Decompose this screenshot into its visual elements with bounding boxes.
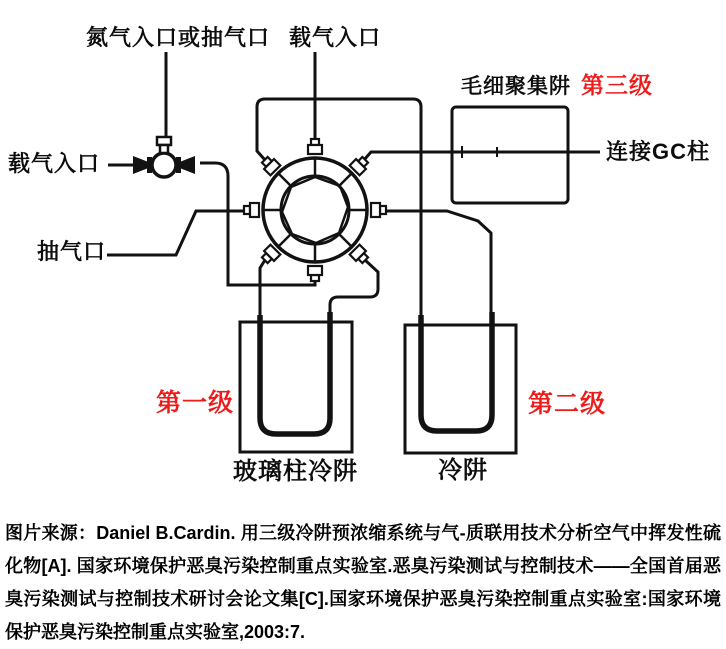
sw-to-trap1-line — [260, 260, 265, 320]
label-gc-column: 连接GC柱 — [606, 139, 711, 164]
label-carrier-inlet-top: 载气入口 — [289, 25, 382, 50]
trap1-u-tube — [260, 312, 330, 434]
label-stage1: 第一级 — [156, 389, 235, 417]
label-stage3: 第三级 — [581, 72, 653, 98]
pump-line — [107, 211, 244, 255]
label-carrier-inlet-left: 载气入口 — [8, 151, 101, 176]
label-stage2: 第二级 — [528, 390, 607, 418]
e-to-trap2-line — [386, 211, 491, 320]
gc-line — [364, 152, 600, 160]
label-pump-port: 抽气口 — [37, 239, 107, 264]
label-glass-column-trap: 玻璃柱冷阱 — [233, 458, 358, 485]
eight-port-valve — [244, 139, 386, 281]
se-to-trap1-line — [330, 260, 378, 320]
label-capillary-trap: 毛细聚集阱 — [461, 75, 571, 98]
label-nitrogen-inlet: 氮气入口或抽气口 — [86, 25, 271, 50]
three-way-valve — [133, 137, 195, 177]
capillary-trap-box — [452, 107, 568, 203]
trap2-u-tube — [421, 312, 492, 431]
label-cold-trap: 冷阱 — [438, 457, 488, 484]
source-caption: 图片来源：Daniel B.Cardin. 用三级冷阱预浓缩系统与气-质联用技术分析空气中挥发性硫化物[A]. 国家环境保护恶臭污染控制重点实验室.恶臭污染测试与控制技术——全国首届恶臭污染测试与控制技术研讨会论文集[C].国家环境保护恶臭污染控制重点实验室:国家环境保护恶臭污染控制重点实验室,2003:7. — [5, 523, 721, 642]
